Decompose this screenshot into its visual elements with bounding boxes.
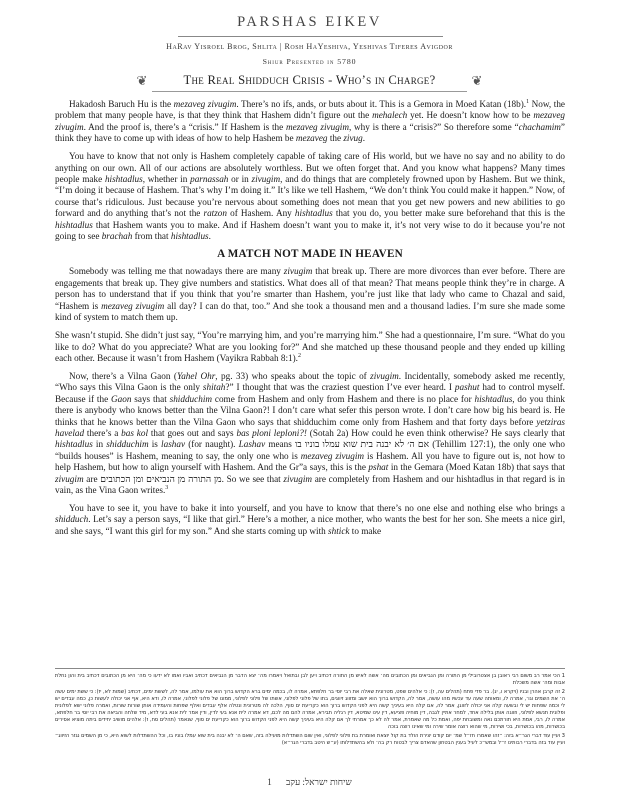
footnote: 3 ועיין עוד דברי הגר״א בזה: ״זהו שאמרו חז״ל שמ׳ יום קודם יצירת הולד בת קול יוצאת ואומרת בת פלוני לפלוני, ואין שום השתדלות מועילה בזה, שאם ה׳ לא יבנה בית שוא עמלו בוניו בו, וכל ההשתדלות לשוא היא, כי מן השמים נגזר הזיווג״ ועיין עוד בזה בדברי רבותינו ז״ל ובמש״כ לעיל בענין הבטחון שהאדם צריך לבטוח רק בה׳ ולא בהשתדלותו (ע״ש היטב בדברי הגר״א) (55, 733, 565, 747)
footnotes (55, 668, 565, 749)
parsha-title: PARSHAS EIKEV (237, 14, 382, 30)
footer-hebrew-title: שיחות ישראל: עקב (285, 777, 352, 787)
shiur-date: Shiur Presented in 5780 (262, 57, 357, 66)
footnote: 2 זה קרבן אהרן ובניו (ויקרא ו, יג). בר פדי פתח (תהלים עה, ז): כי אלהים שפט, מטרונית שאלה את רבי יוסי בר חלפתא, אמרה לו, בכמה ימים ברא הקדוש ברוך הוא את עולמו, אמר לה, לששת ימים, דכתיב (שמות לא, יז): כי ששת ימים עשה ה׳ את השמים וגו׳, אמרה לו, ומאותה שעה עד עכשיו מהו עושה, אמר לה, הקדוש ברוך הוא יושב ומזווג זיווגים, בתו של פלוני לפלוני, אשתו של פלוני לפלוני, ממונו של פלוני לפלוני, אמרה לו, ודא היא, אף אני יכולה לעשות כן, כמה עבדים יש לי וכמה שפחות יש לי ובשעה קלה אני יכולה לזווגן, אמר לה, אם קלה היא בעיניך קשה היא לפני הקדוש ברוך הוא כקריעת ים סוף, הלכה לה מטרונית ונטלה אלף עבדים ואלף שפחות והעמידה אותן שורות שורות, ואמרה פלוני ישא לפלונית ופלונית תנשא לפלוני, וזווגה אותן בלילה אחד, למחר אתיין לגבה, דין מוחיה פציעא, דין עינו שמיטא, דין רגליה תבירא, אמרה להם מה לכם, דא אמרה לית אנא בעי לדין, ודין אמר לית אנא בעי לדא, מיד שלחה והביאה את רבי יוסי בר חלפתא, אמרה לו, רבי, אמת היא תורתכם נאה ומשובחת יפה, ואמת כל מה שאמרת, אמר לה לא כך אמרתי לך אם קלה היא בעיניך קשה היא לפני הקדוש ברוך הוא כקריעת ים סוף, שנאמר (תהלים סח, ז): אלהים מושיב יחידים ביתה מוציא אסירים בכושרות, מהו בכושרות, בכי ושירות, מי שהוא רוצה אומר שירה ומי שאינו רוצה בוכה (55, 688, 565, 731)
footnote: 1 הכי אמר רב משום רבי ראובן בן אצטרובילי מן התורה ומן הנביאים ומן הכתובים מה׳ אשה לאיש מן התורה דכתיב ויען לבן ובתואל ויאמרו מה׳ יצא הדבר מן הנביאים דכתיב ואביו ואמו לא ידעו כי מה׳ היא מן הכתובים דכתיב בית והון נחלת אבות ומה׳ אשה משכלת (55, 673, 565, 687)
page-number: 1 (267, 777, 272, 787)
footnote-divider (55, 668, 565, 669)
article-title: The Real Shidduch Crisis - Who’s in Charge? (183, 73, 436, 87)
article-title-block (132, 73, 487, 91)
article-body (55, 99, 565, 544)
author-byline: HaRav Yisroel Brog, Shlita | Rosh HaYeshiva, Yeshivas Tiferes Avigdor (166, 42, 453, 51)
section-heading: A MATCH NOT MADE IN HEAVEN (217, 248, 403, 261)
flourish-left-icon: ❦ (136, 73, 148, 88)
body-paragraph: Now, there’s a Vilna Gaon (Yahel Ohr, pg. 33) who speaks about the topic of zivugim. Incidentally, somebody asked me recently, “Who says this Vilna Gaon is the only shitah?” I thought that was the craziest question I’ve ever heard. I pashut had to control myself. Because if the Gaon says that shidduchim come from Hashem and only from Hashem and there is no place for hishtadlus, do you think there is anybody who knows better than the Vilna Gaon?! I don’t care what sefer this person wrote. I don’t care how big his beard is. He thinks that he knows better than the Vilna Gaon who says that shidduchim come only from Hashem and that forty days before yetziras havelad there’s a bas kol that goes out and says bas ploni leploni?! (Sotah 2a) How could he even think otherwise? He says clearly that hishtadlus in shidduchim is lashav (for naught). Lashav means אם ה׳ לא יבנה בית שוא עמלו בוניו בו (Tehillim 127:1), the only one who “builds houses” is Hashem, meaning to say, the only one who is mezaveg zivugim is Hashem. All you have to figure out is, not how to help Hashem, but how to align yourself with Hashem. And the Gr”a says, this is the pshat in the Gemara (Moed Katan 18b) that says that zivugim are מן התורה מן הנביאים ומן הכתובים. So we see that zivugim are completely from Hashem and our hishtadlus in that regard is in vain, as the Vina Gaon writes.$^3$ (55, 370, 566, 495)
body-paragraph: Hakadosh Baruch Hu is the mezaveg zivugim. There’s no ifs, ands, or buts about it. This is a Gemora in Moed Katan (18b).$^1$ Now, the problem that many people have, is that they think that Hashem didn’t figure out the mehalech yet. He doesn’t know how to be mezaveg zivugim. And the proof is, there’s a “crisis.” If Hashem is the mezaveg zivugim, why is there a “crisis?” So therefore some “chachamim” think they have to come up with ideas of how to help Hashem be mezaveg the zivug. (55, 98, 566, 144)
flourish-right-icon: ❦ (471, 73, 483, 88)
body-paragraph: Somebody was telling me that nowadays there are many zivugim that break up. There are more divorces than ever before. There are engagements that break up. They give numbers and statistics. What does all of that mean? That means people think they’re in charge. A person has to understand that if you think that you’re smarter than Hashem, you’re just like that lady who came to Chazal and said, “Hashem is mezaveg zivugim all day? I can do that, too.” And she took a thousand men and a thousand ladies. I’m sure she made some kind of system to match them up. (55, 266, 566, 323)
title-underline (152, 91, 467, 92)
body-paragraph: You have to know that not only is Hashem completely capable of taking care of His world, but we have no say and no ability to do anything on our own. All of our actions are absolutely worthless. But we often forget that. And you know what happens? Many times people make hishtadlus, whether in parnassah or in zivugim, and do things that are completely frowned upon by Hashem. But we think, “I’m doing it because of Hashem. That’s why I’m doing it.” It’s like we tell Hashem, “We don’t think You could make it happen.” Now, of course that’s ridiculous. Just because you’re nervous about something does not mean that you get new powers and new abilities to go forward and do anything that’s not the ratzon of Hashem. Any hishtadlus that you do, you better make sure beforehand that this is the hishtadlus that Hashem wants you to make. And if Hashem doesn’t want you to make it, it’s not very wise to do it because you’re not going to see brachah from that hishtadlus. (55, 151, 565, 242)
page-footer (0, 777, 619, 787)
header-divider (178, 36, 443, 37)
body-paragraph: You have to see it, you have to bake it into yourself, and you have to know that there’s no one else and nothing else who brings a shidduch. Let’s say a person says, “I like that girl.” Here’s a mother, a nice mother, who wants the best for her son. She meets a nice girl, and she says, “I want this girl for my son.” And she starts coming up with shtick to make (55, 502, 565, 536)
body-paragraph: She wasn’t stupid. She didn’t just say, “You’re marrying him, and you’re marrying him.” She had a questionnaire, I’m sure. “What do you like to do? What do you appreciate? What are you looking for?” And she matched up these thousand people and they ended up killing each other. Because it wasn’t from Hashem (Vayikra Rabbah 8:1).$^2$ (55, 330, 565, 363)
